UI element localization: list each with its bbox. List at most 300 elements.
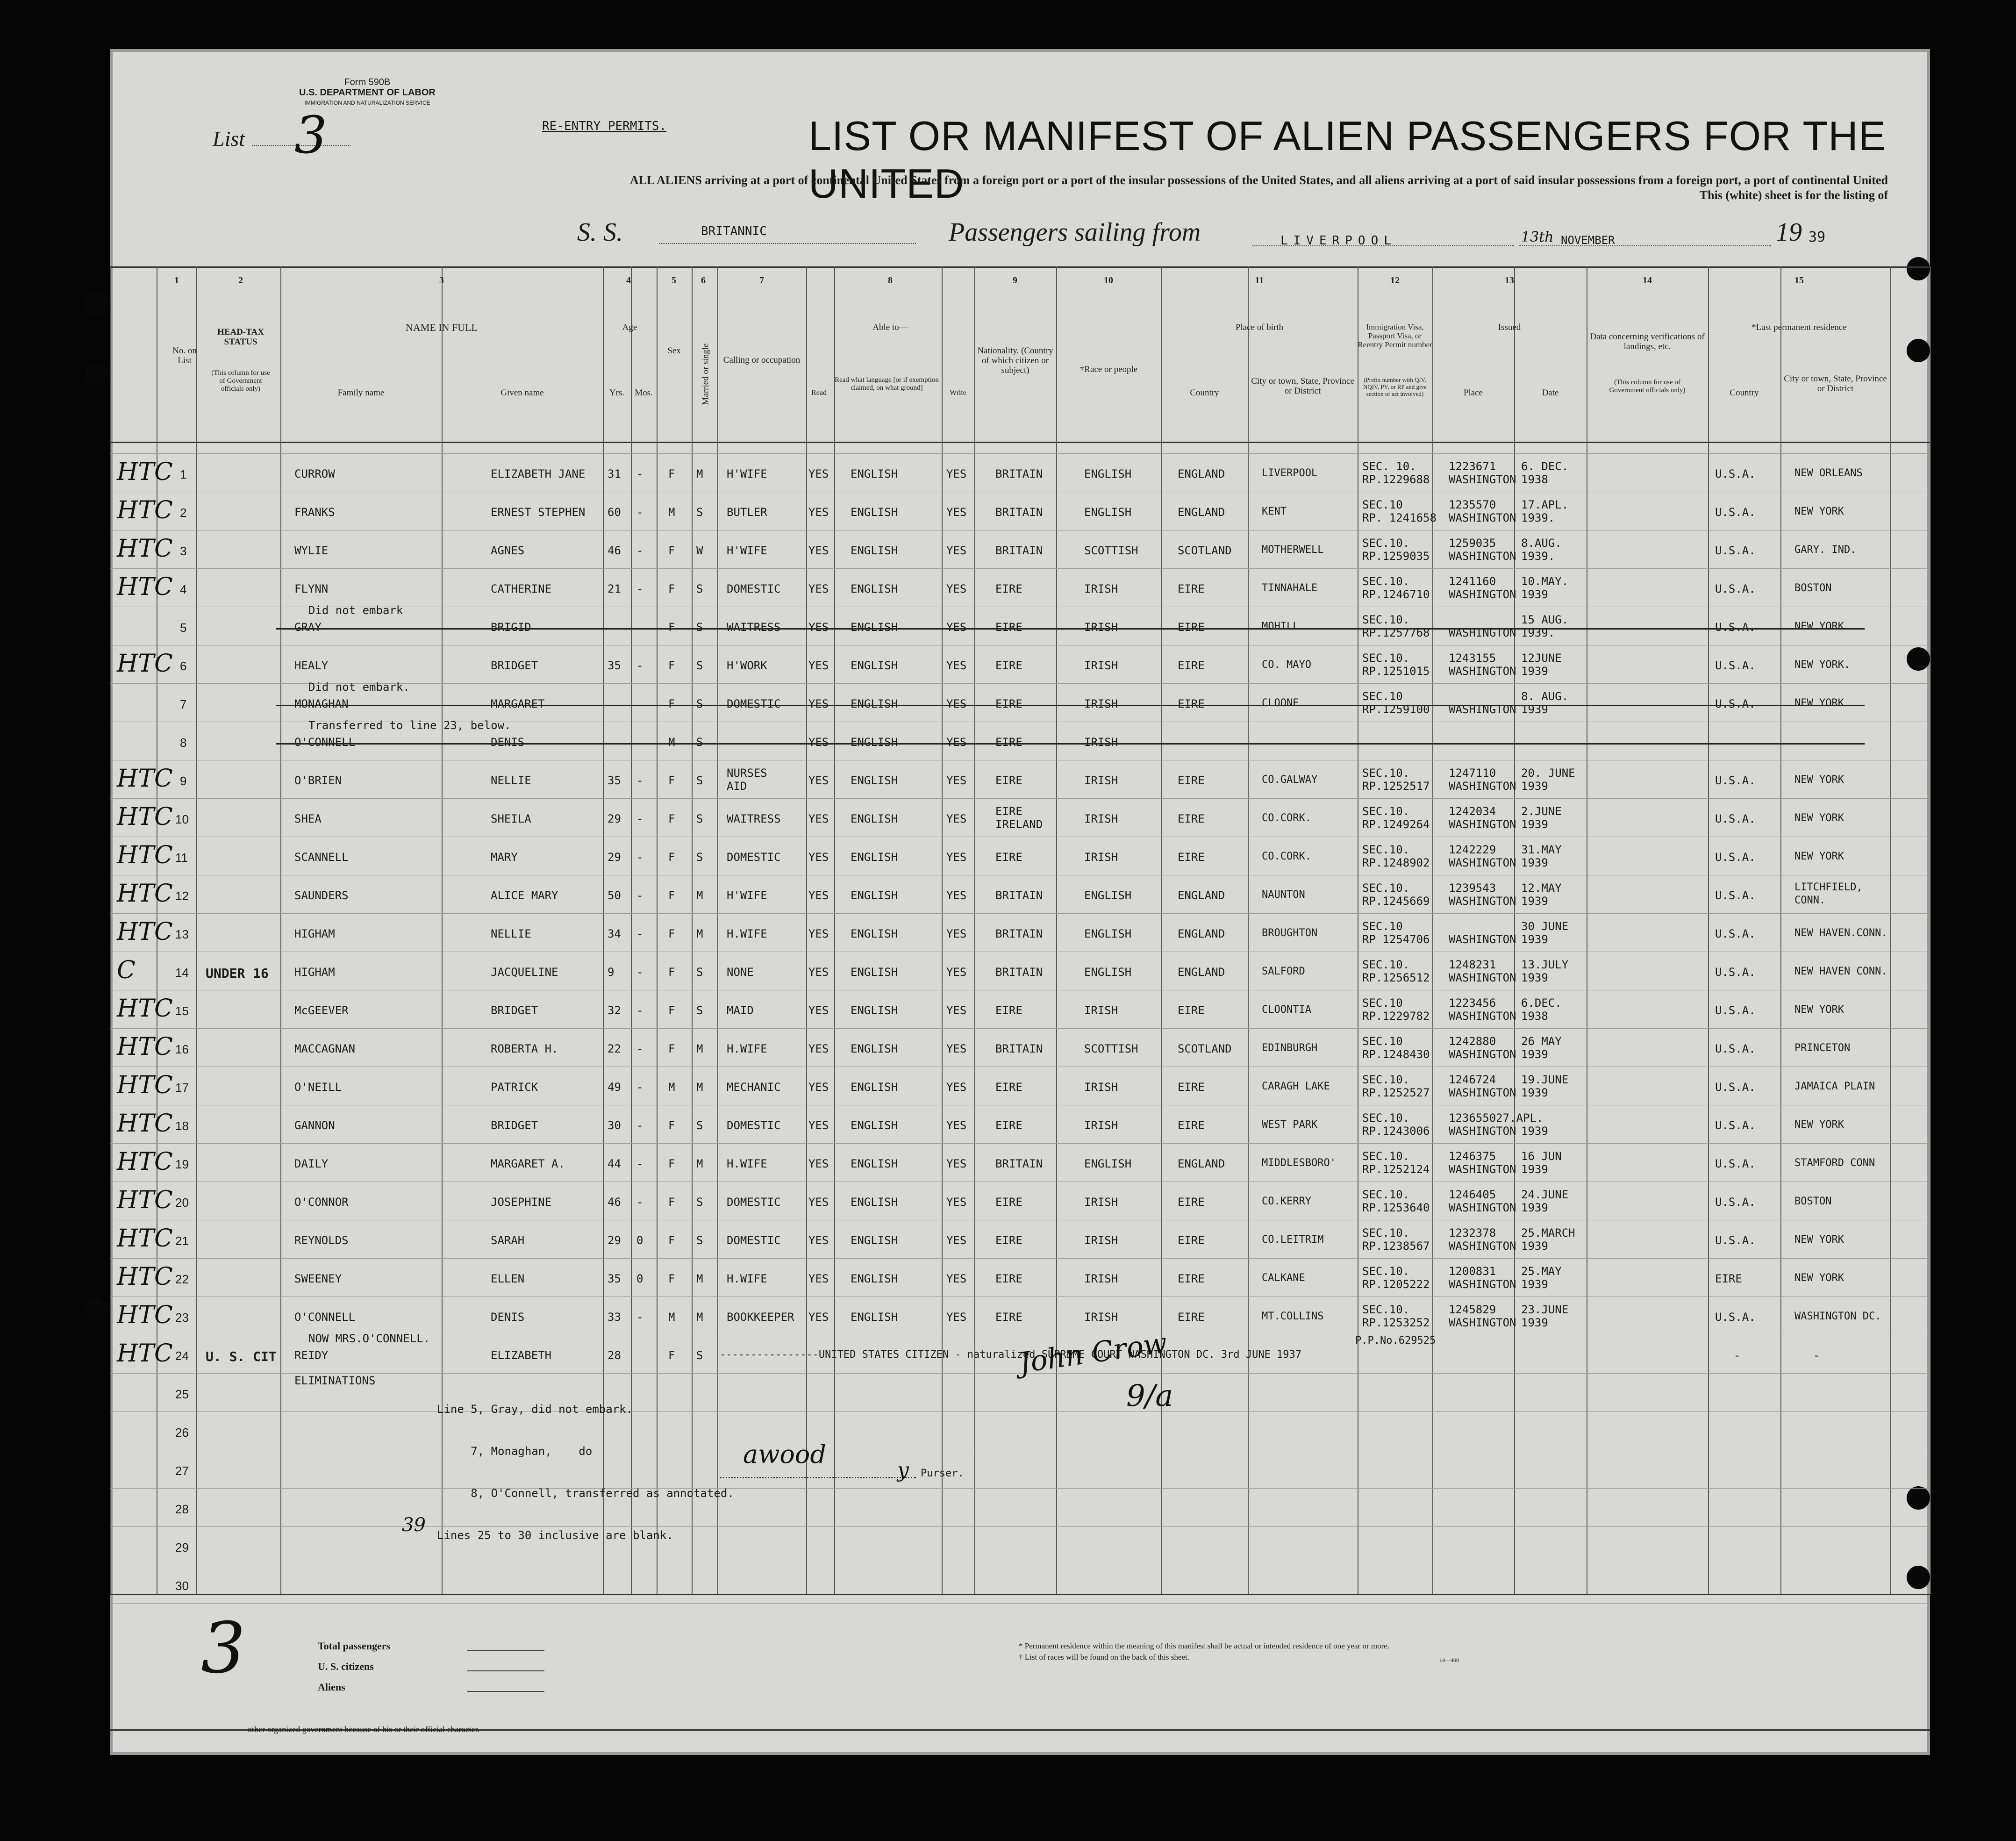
port-name: LIVERPOOL <box>1280 234 1397 248</box>
yrs: 32 <box>608 1004 621 1017</box>
occ: DOMESTIC <box>727 1196 781 1209</box>
read: YES <box>808 1157 829 1170</box>
hdr-yrs: Yrs. <box>609 388 625 398</box>
row-number: 17 <box>175 1081 189 1095</box>
punch-hole <box>1907 1486 1930 1510</box>
res-country: U.S.A. <box>1715 1119 1756 1132</box>
column-number: 3 <box>439 275 444 286</box>
res-country: U.S.A. <box>1715 889 1756 902</box>
nat: EIRE <box>995 582 1022 595</box>
visa: SEC.10. <box>1362 805 1410 818</box>
occ: H'WORK <box>727 659 767 672</box>
nat: EIRE <box>995 1272 1022 1285</box>
age-months: - <box>636 927 643 940</box>
place: 1235570 <box>1449 498 1496 511</box>
hdr-sex: Sex <box>667 346 681 356</box>
res-country: U.S.A. <box>1715 851 1756 864</box>
hdr-calling: Calling or occupation <box>723 355 801 365</box>
yrs: 35 <box>608 774 621 787</box>
date2: 1939 <box>1521 933 1548 946</box>
hdr-last-residence: *Last permanent residence <box>1751 322 1847 332</box>
given: ELIZABETH JANE <box>491 467 586 480</box>
handwritten-mark: HTC <box>117 1071 173 1099</box>
res-city: WASHINGTON DC. <box>1794 1311 1881 1322</box>
occ2: AID <box>727 780 747 793</box>
write: YES <box>946 621 967 634</box>
total-passengers-label: Total passengers <box>318 1640 391 1652</box>
row-divider <box>110 1603 1930 1604</box>
yrs: 29 <box>608 1234 621 1247</box>
column-number: 5 <box>672 275 676 286</box>
strike-line <box>276 628 1865 630</box>
race: IRISH <box>1084 1081 1118 1094</box>
given: CATHERINE <box>491 582 552 595</box>
visa2: RP 1254706 <box>1362 933 1430 946</box>
place: 123655027.APL. <box>1449 1111 1544 1125</box>
visa2: RP.1257768 <box>1362 626 1430 639</box>
column-number: 2 <box>238 275 243 286</box>
write: YES <box>946 1042 967 1055</box>
ms: S <box>696 1004 703 1017</box>
hdr-verification-note: (This column for use of Government officials only) <box>1609 379 1686 394</box>
city: MIDDLESBORO' <box>1262 1157 1336 1169</box>
header-bottom-border <box>110 442 1930 443</box>
city: CALKANE <box>1262 1272 1305 1284</box>
age-months: 0 <box>636 1234 643 1247</box>
place2: WASHINGTON <box>1449 856 1516 869</box>
given: NELLIE <box>491 927 531 940</box>
purser-label: Purser. <box>921 1468 964 1479</box>
lang: ENGLISH <box>851 697 898 710</box>
city: CO.LEITRIM <box>1262 1234 1324 1246</box>
nat: EIRE <box>995 736 1022 749</box>
occ: DOMESTIC <box>727 1234 781 1247</box>
res-city: NEW YORK <box>1794 506 1844 517</box>
race: ENGLISH <box>1084 927 1132 940</box>
handwritten-mark: HTC <box>117 535 173 563</box>
row-number: 16 <box>175 1042 189 1056</box>
city: CO.CORK. <box>1262 812 1311 824</box>
given: JACQUELINE <box>491 966 558 979</box>
hdr-res-city: City or town, State, Province or District <box>1784 374 1887 394</box>
country: EIRE <box>1178 812 1205 825</box>
country: EIRE <box>1178 1119 1205 1132</box>
read: YES <box>808 506 829 519</box>
hdr-able-to: Able to— <box>872 322 908 332</box>
yrs: 49 <box>608 1081 621 1094</box>
write: YES <box>946 1157 967 1170</box>
occ: H'WIFE <box>727 889 767 902</box>
date2: 1939 <box>1521 1278 1548 1291</box>
row-divider <box>110 1373 1930 1374</box>
elimination-line: Lines 25 to 30 inclusive are blank. <box>437 1529 673 1542</box>
lang: ENGLISH <box>851 1311 898 1324</box>
read: YES <box>808 966 829 979</box>
given: BRIGID <box>491 621 531 634</box>
res-city: BOSTON <box>1794 582 1832 594</box>
lang: ENGLISH <box>851 1081 898 1094</box>
date2: 1939. <box>1521 550 1555 563</box>
list-label: List <box>213 127 245 150</box>
date2: 1939 <box>1521 1201 1548 1214</box>
country: EIRE <box>1178 659 1205 672</box>
place2: WASHINGTON <box>1449 665 1516 678</box>
res-city: BOSTON <box>1794 1196 1832 1207</box>
ms: W <box>696 544 703 557</box>
place2: WASHINGTON <box>1449 818 1516 831</box>
write: YES <box>946 697 967 710</box>
visa2: RP.1252517 <box>1362 780 1430 793</box>
lang: ENGLISH <box>851 659 898 672</box>
row-divider <box>110 568 1930 569</box>
visa2: RP.1205222 <box>1362 1278 1430 1291</box>
row-number: 25 <box>175 1387 189 1401</box>
date: 13.JULY <box>1521 958 1569 971</box>
aliens-label: Aliens <box>318 1681 345 1693</box>
row-number: 29 <box>175 1540 189 1554</box>
column-divider <box>1514 266 1515 1594</box>
column-divider <box>110 266 111 1594</box>
family: FLYNN <box>294 582 329 595</box>
ms: S <box>696 851 703 864</box>
row-annotation: NOW MRS.O'CONNELL. <box>308 1332 430 1345</box>
race: IRISH <box>1084 621 1118 634</box>
hdr-mos: Mos. <box>635 388 653 398</box>
row-number: 1 <box>180 467 187 481</box>
handwritten-mark: HTC <box>117 650 173 678</box>
row-divider <box>110 453 1930 454</box>
date: 16 JUN <box>1521 1150 1562 1163</box>
sex: F <box>668 812 675 825</box>
yrs: 60 <box>608 506 621 519</box>
sex: F <box>668 889 675 902</box>
handwritten-mark: HTC <box>117 496 173 524</box>
yrs: 29 <box>608 812 621 825</box>
given: MARY <box>491 851 518 864</box>
handwritten-mark: HTC <box>117 803 173 831</box>
occ: H.WIFE <box>727 1157 767 1170</box>
year-suffix: 39 <box>1809 229 1826 245</box>
visa2: RP.1259100 <box>1362 703 1430 716</box>
yrs: 46 <box>608 1196 621 1209</box>
hdr-res-country: Country <box>1730 388 1759 398</box>
sex: M <box>668 736 675 749</box>
sailing-day: 13th <box>1521 229 1554 245</box>
elimination-line: 8, O'Connell, transferred as annotated. <box>437 1487 734 1500</box>
write: YES <box>946 966 967 979</box>
yrs: 22 <box>608 1042 621 1055</box>
handwritten-initials: 9/a <box>1126 1379 1173 1413</box>
handwritten-signature: John Crow <box>1017 1326 1169 1380</box>
sex: M <box>668 1081 675 1094</box>
ms: M <box>696 889 703 902</box>
visa: SEC.10. <box>1362 613 1410 626</box>
family: HIGHAM <box>294 966 335 979</box>
family: SAUNDERS <box>294 889 349 902</box>
visa2: RP. 1241658 <box>1362 511 1437 524</box>
city: CO.CORK. <box>1262 851 1311 862</box>
res-city: NEW YORK <box>1794 1119 1844 1131</box>
row-number: 6 <box>180 659 187 673</box>
date2: 1939 <box>1521 856 1548 869</box>
visa2: RP.1253252 <box>1362 1316 1430 1329</box>
eliminations-label: ELIMINATIONS <box>294 1374 376 1387</box>
hdr-given-name: Given name <box>500 388 544 398</box>
res-country: U.S.A. <box>1715 774 1756 787</box>
race: IRISH <box>1084 1196 1118 1209</box>
row-divider <box>110 798 1930 799</box>
date2: 1939 <box>1521 895 1548 908</box>
date: 17.APL. <box>1521 498 1569 511</box>
family: O'NEILL <box>294 1081 342 1094</box>
place: 1241160 <box>1449 575 1496 588</box>
form-header <box>299 77 436 108</box>
row-divider <box>110 913 1930 914</box>
handwritten-mark: HTC <box>117 880 173 908</box>
sex: F <box>668 774 675 787</box>
date2: 1939 <box>1521 703 1548 716</box>
citizens-line <box>467 1670 544 1671</box>
occ: H.WIFE <box>727 927 767 940</box>
country: ENGLAND <box>1178 467 1225 480</box>
age-months: - <box>636 1196 643 1209</box>
column-number: 13 <box>1505 275 1514 286</box>
column-divider <box>1930 266 1931 1594</box>
family: HIGHAM <box>294 927 335 940</box>
date: 6. DEC. <box>1521 460 1569 473</box>
place2: WASHINGTON <box>1449 1316 1516 1329</box>
row-number: 19 <box>175 1157 189 1171</box>
ms: M <box>696 1311 703 1324</box>
column-divider <box>1708 266 1709 1594</box>
ms: M <box>696 467 703 480</box>
footnote-races: † List of races will be found on the back of this sheet. <box>1019 1653 1189 1662</box>
res-country: U.S.A. <box>1715 621 1756 634</box>
lang: ENGLISH <box>851 812 898 825</box>
row-number: 28 <box>175 1502 189 1516</box>
age-months: 0 <box>636 1272 643 1285</box>
column-divider <box>1248 266 1249 1594</box>
family: O'CONNELL <box>294 736 356 749</box>
race: SCOTTISH <box>1084 1042 1138 1055</box>
hdr-married: Married or single <box>701 343 711 405</box>
column-divider <box>834 266 835 1594</box>
strike-line <box>276 743 1865 745</box>
race: IRISH <box>1084 774 1118 787</box>
occ: H.WIFE <box>727 1042 767 1055</box>
res-city: NEW HAVEN CONN. <box>1794 966 1887 977</box>
column-number: 8 <box>888 275 893 286</box>
write: YES <box>946 1081 967 1094</box>
date-underline <box>1519 245 1771 246</box>
age-months: - <box>636 889 643 902</box>
sex: F <box>668 1234 675 1247</box>
visa: SEC. 10. <box>1362 460 1416 473</box>
place2: WASHINGTON <box>1449 1010 1516 1023</box>
visa: SEC.10 <box>1362 1035 1403 1048</box>
hdr-family-name: Family name <box>337 388 385 398</box>
date2: 1939 <box>1521 665 1548 678</box>
write: YES <box>946 1234 967 1247</box>
handwritten-mark: HTC <box>117 458 173 486</box>
res-city: NEW YORK <box>1794 697 1844 709</box>
given: BRIDGET <box>491 659 538 672</box>
row-divider <box>110 1258 1930 1259</box>
handwritten-mark: HTC <box>117 1148 173 1176</box>
visa2: RP.1229782 <box>1362 1010 1430 1023</box>
purser-mark: y <box>897 1458 909 1482</box>
read: YES <box>808 1042 829 1055</box>
nat: EIRE <box>995 1196 1022 1209</box>
sailing-label: Passengers sailing from <box>949 218 1201 247</box>
row-number: 9 <box>180 774 187 788</box>
subtitle-line2: This (white) sheet is for the listing of <box>1699 188 1888 202</box>
nat: EIRE <box>995 805 1022 818</box>
date2: 1939 <box>1521 1125 1548 1138</box>
given: AGNES <box>491 544 525 557</box>
write: YES <box>946 736 967 749</box>
race: IRISH <box>1084 1119 1118 1132</box>
ship-underline <box>659 243 916 244</box>
total-line <box>467 1650 544 1651</box>
res-city: NEW YORK <box>1794 1234 1844 1246</box>
age-months: - <box>636 966 643 979</box>
res-country: EIRE <box>1715 1272 1742 1285</box>
place2: WASHINGTON <box>1449 1239 1516 1253</box>
country: EIRE <box>1178 1311 1205 1324</box>
country: EIRE <box>1178 1272 1205 1285</box>
city: CO.KERRY <box>1262 1196 1311 1207</box>
visa2: RP.1245669 <box>1362 895 1430 908</box>
sex: F <box>668 1196 675 1209</box>
row-number: 30 <box>175 1579 189 1593</box>
visa2: RP.1248902 <box>1362 856 1430 869</box>
given: DENIS <box>491 736 525 749</box>
passport-number: P.P.No.629525 <box>1355 1335 1436 1347</box>
yrs: 31 <box>608 467 621 480</box>
res-country: U.S.A. <box>1715 812 1756 825</box>
res-city: STAMFORD CONN <box>1794 1157 1875 1169</box>
visa: SEC.10. <box>1362 537 1410 550</box>
punch-hole <box>1907 257 1930 280</box>
read: YES <box>808 659 829 672</box>
res-country: U.S.A. <box>1715 659 1756 672</box>
family: HEALY <box>294 659 329 672</box>
age-months: - <box>636 467 643 480</box>
race: ENGLISH <box>1084 966 1132 979</box>
row-number: 7 <box>180 697 187 711</box>
yrs: 21 <box>608 582 621 595</box>
lang: ENGLISH <box>851 1234 898 1247</box>
place: 1242880 <box>1449 1035 1496 1048</box>
nat: BRITAIN <box>995 889 1043 902</box>
hdr-city: City or town, State, Province or District <box>1251 376 1354 396</box>
race: SCOTTISH <box>1084 544 1138 557</box>
occ: WAITRESS <box>727 621 781 634</box>
sex: F <box>668 1119 675 1132</box>
hdr-visa: Immigration Visa, Passport Visa, or Reentry Permit number <box>1358 322 1432 349</box>
write: YES <box>946 659 967 672</box>
place2: WASHINGTON <box>1449 1278 1516 1291</box>
place: 1200831 <box>1449 1265 1496 1278</box>
res-country: U.S.A. <box>1715 966 1756 979</box>
place: 1246724 <box>1449 1073 1496 1086</box>
column-divider <box>1432 266 1433 1594</box>
eliminations-lines <box>437 1374 734 1556</box>
column-divider <box>1780 266 1781 1594</box>
date2: 1939 <box>1521 818 1548 831</box>
res-city: LITCHFIELD, <box>1794 881 1863 893</box>
res-country: U.S.A. <box>1715 467 1756 480</box>
sex: F <box>668 1004 675 1017</box>
visa2: RP.1259035 <box>1362 550 1430 563</box>
family: SCANNELL <box>294 851 349 864</box>
res-city: NEW YORK <box>1794 1272 1844 1284</box>
citizen-note: ----------------UNITED STATES CITIZEN - naturalized SUPREME COURT WASHINGTON DC. 3rd JUNE 1937 <box>720 1349 1302 1361</box>
row-annotation: Transferred to line 23, below. <box>308 719 511 732</box>
occ: BOOKKEEPER <box>727 1311 794 1324</box>
visa2: RP.1252527 <box>1362 1086 1430 1099</box>
family: GRAY <box>294 621 322 634</box>
city: KENT <box>1262 506 1287 517</box>
sex: F <box>668 621 675 634</box>
write: YES <box>946 506 967 519</box>
row-number: 2 <box>180 506 187 520</box>
year-prefix: 19 <box>1776 218 1802 247</box>
sex: M <box>668 1311 675 1324</box>
city: CARAGH LAKE <box>1262 1081 1330 1092</box>
lang: ENGLISH <box>851 1157 898 1170</box>
write: YES <box>946 1004 967 1017</box>
family: REYNOLDS <box>294 1234 349 1247</box>
row-annotation: Did not embark <box>308 604 403 617</box>
write: YES <box>946 812 967 825</box>
age-years: 28 <box>608 1349 621 1362</box>
country: EIRE <box>1178 697 1205 710</box>
date: 8. AUG. <box>1521 690 1569 703</box>
hdr-read: Read <box>811 389 827 397</box>
sex: F <box>668 927 675 940</box>
column-divider <box>280 266 281 1594</box>
visa2: RP.1248430 <box>1362 1048 1430 1061</box>
read: YES <box>808 582 829 595</box>
lang: ENGLISH <box>851 467 898 480</box>
place2: WASHINGTON <box>1449 588 1516 601</box>
yrs: 44 <box>608 1157 621 1170</box>
city: CLOONE <box>1262 697 1299 709</box>
port-underline <box>1252 245 1514 246</box>
write: YES <box>946 889 967 902</box>
write: YES <box>946 1196 967 1209</box>
given: BRIDGET <box>491 1004 538 1017</box>
nat: EIRE <box>995 774 1022 787</box>
family: O'BRIEN <box>294 774 342 787</box>
row-number: 11 <box>175 851 188 865</box>
place2: WASHINGTON <box>1449 1086 1516 1099</box>
elimination-line: 7, Monaghan, do <box>437 1445 593 1458</box>
race: ENGLISH <box>1084 467 1132 480</box>
res-country: U.S.A. <box>1715 582 1756 595</box>
given: JOSEPHINE <box>491 1196 552 1209</box>
race: IRISH <box>1084 1311 1118 1324</box>
punch-hole <box>84 292 107 315</box>
place: 1247110 <box>1449 766 1496 780</box>
row-number: 20 <box>175 1196 189 1210</box>
column-number: 4 <box>626 275 631 286</box>
handwritten-mark: HTC <box>117 1225 173 1253</box>
res-country: U.S.A. <box>1715 1157 1756 1170</box>
row-number: 4 <box>180 582 187 596</box>
